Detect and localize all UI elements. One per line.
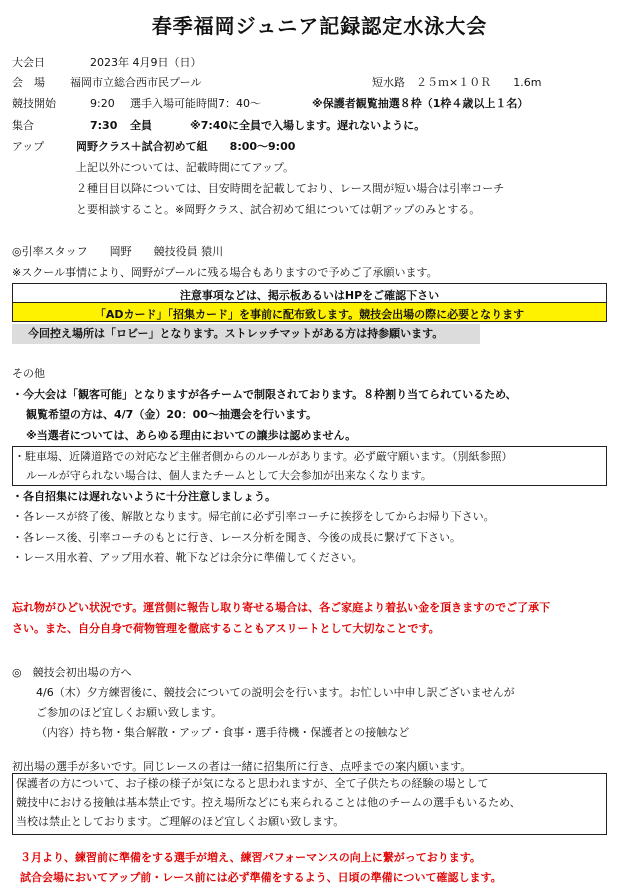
guardians-intro: 初出場の選手が多いです。同じレースの者は一緒に招集所に行き、点呼までの案内願います。: [12, 760, 472, 773]
warmup-label: アップ: [12, 140, 45, 153]
other-heading: その他: [12, 367, 45, 380]
guardians-line-1: 保護者の方について、お子様の様子が気になると思われますが、全て子供たちの経験の場として: [16, 777, 489, 790]
lost-items-line-2: さい。また、自分自身で荷物管理を徹底することもアスリートとして大切なことです。: [12, 622, 440, 635]
warmup-line-1: 上記以外については、記載時間にてアップ。: [76, 161, 295, 174]
guardians-line-3: 当校は禁止としております。ご理解のほど宜しくお願い致します。: [16, 815, 345, 828]
first-timers-heading: ◎ 競技会初出場の方へ: [12, 666, 132, 679]
warmup-line-3: と要相談すること。※岡野クラス、試合初めて組については朝アップのみとする。: [76, 203, 481, 216]
analysis-note: ・各レース後、引率コーチのもとに行き、レース分析を聞き、今後の成長に繋げて下さい。: [12, 531, 462, 544]
gear-note: ・レース用水着、アップ用水着、靴下などは余分に準備してください。: [12, 551, 363, 564]
first-timers-line-2: ご参加のほど宜しくお願い致します。: [36, 706, 223, 719]
venue-label: 会 場: [12, 76, 45, 89]
date-label: 大会日: [12, 56, 45, 69]
footer-line-2: 試合会場においてアップ前・レース前には必ず準備をするよう、日頃の準備について確認します。: [20, 871, 502, 884]
lottery-note: ※保護者観覧抽選８枠（1枠４歳以上１名）: [312, 97, 529, 110]
gather-note: ※7:40に全員で入場します。遅れないように。: [190, 119, 426, 132]
lost-items-line-1: 忘れ物がひどい状況です。運営側に報告し取り寄せる場合は、各ご家庭より着払い金を頂きますのでご了承下: [12, 601, 551, 614]
first-timers-line-1: 4/6（木）夕方練習後に、競技会についての説明会を行います。お忙しい中申し訳ございませんが: [36, 686, 515, 699]
start-label: 競技開始: [12, 97, 56, 110]
parking-line-2: ルールが守られない場合は、個人またチームとして大会参加が出来なくなります。: [26, 469, 432, 482]
call-room-note: ・各自招集には遅れないように十分注意しましょう。: [12, 490, 276, 503]
gather-time: 7:30: [90, 119, 118, 132]
parking-line-1: ・駐車場、近隣道路での対応など主催者側からのルールがあります。必ず厳守願います。（別紙参照）: [14, 450, 513, 463]
date-value: 2023年 4月9日（日）: [90, 56, 202, 69]
warmup-main: 岡野クラス＋試合初めて組 8:00～9:00: [76, 140, 296, 153]
waiting-notice: 今回控え場所は「ロビー」となります。ストレッチマットがある方は持参願います。: [28, 327, 444, 340]
pool-value: 短水路 ２５ｍ×１０Ｒ 1.6m: [372, 76, 542, 89]
card-notice: 「ADカード」「招集カード」を事前に配布致します。競技会出場の際に必要となります: [94, 308, 525, 321]
first-timers-line-3: （内容）持ち物・集合解散・アップ・食事・選手待機・保護者との接触など: [36, 726, 410, 739]
card-notice-box: [12, 302, 607, 322]
warmup-line-2: ２種目目以降については、目安時間を記載しており、レース間が短い場合は引率コーチ: [76, 182, 505, 195]
staff-line: ◎引率スタッフ 岡野 競技役員 猿川: [12, 245, 224, 258]
spectator-line-2: 観覧希望の方は、4/7（金）20：00～抽選会を行います。: [26, 408, 318, 421]
gather-label: 集合: [12, 119, 34, 132]
board-notice: 注意事項などは、掲示板あるいはHPをご確認下さい: [179, 289, 440, 302]
start-time: 9:20: [90, 97, 115, 110]
entry-time: 選手入場可能時間7：40～: [130, 97, 261, 110]
venue-value: 福岡市立総合西市民プール: [70, 76, 202, 89]
dismiss-note: ・各レースが終了後、解散となります。帰宅前に必ず引率コーチに挨拶をしてからお帰り下さい。: [12, 510, 495, 523]
spectator-line-3: ※当選者については、あらゆる理由においての譲歩は認めません。: [26, 429, 357, 442]
spectator-line-1: ・今大会は「観客可能」となりますが各チームで制限されております。８枠割り当てられているため、: [12, 388, 517, 401]
staff-note: ※スクール事情により、岡野がプールに残る場合もありますので予めご了承願います。: [12, 266, 438, 279]
footer-line-1: ３月より、練習前に準備をする選手が増え、練習パフォーマンスの向上に繋がっております。: [20, 851, 481, 864]
gather-who: 全員: [130, 119, 152, 132]
board-notice-box: [12, 283, 607, 303]
guardians-line-2: 競技中における接触は基本禁止です。控え場所などにも来られることは他のチームの選手もいるため、: [16, 796, 521, 809]
page-title: 春季福岡ジュニア記録認定水泳大会: [151, 14, 488, 38]
